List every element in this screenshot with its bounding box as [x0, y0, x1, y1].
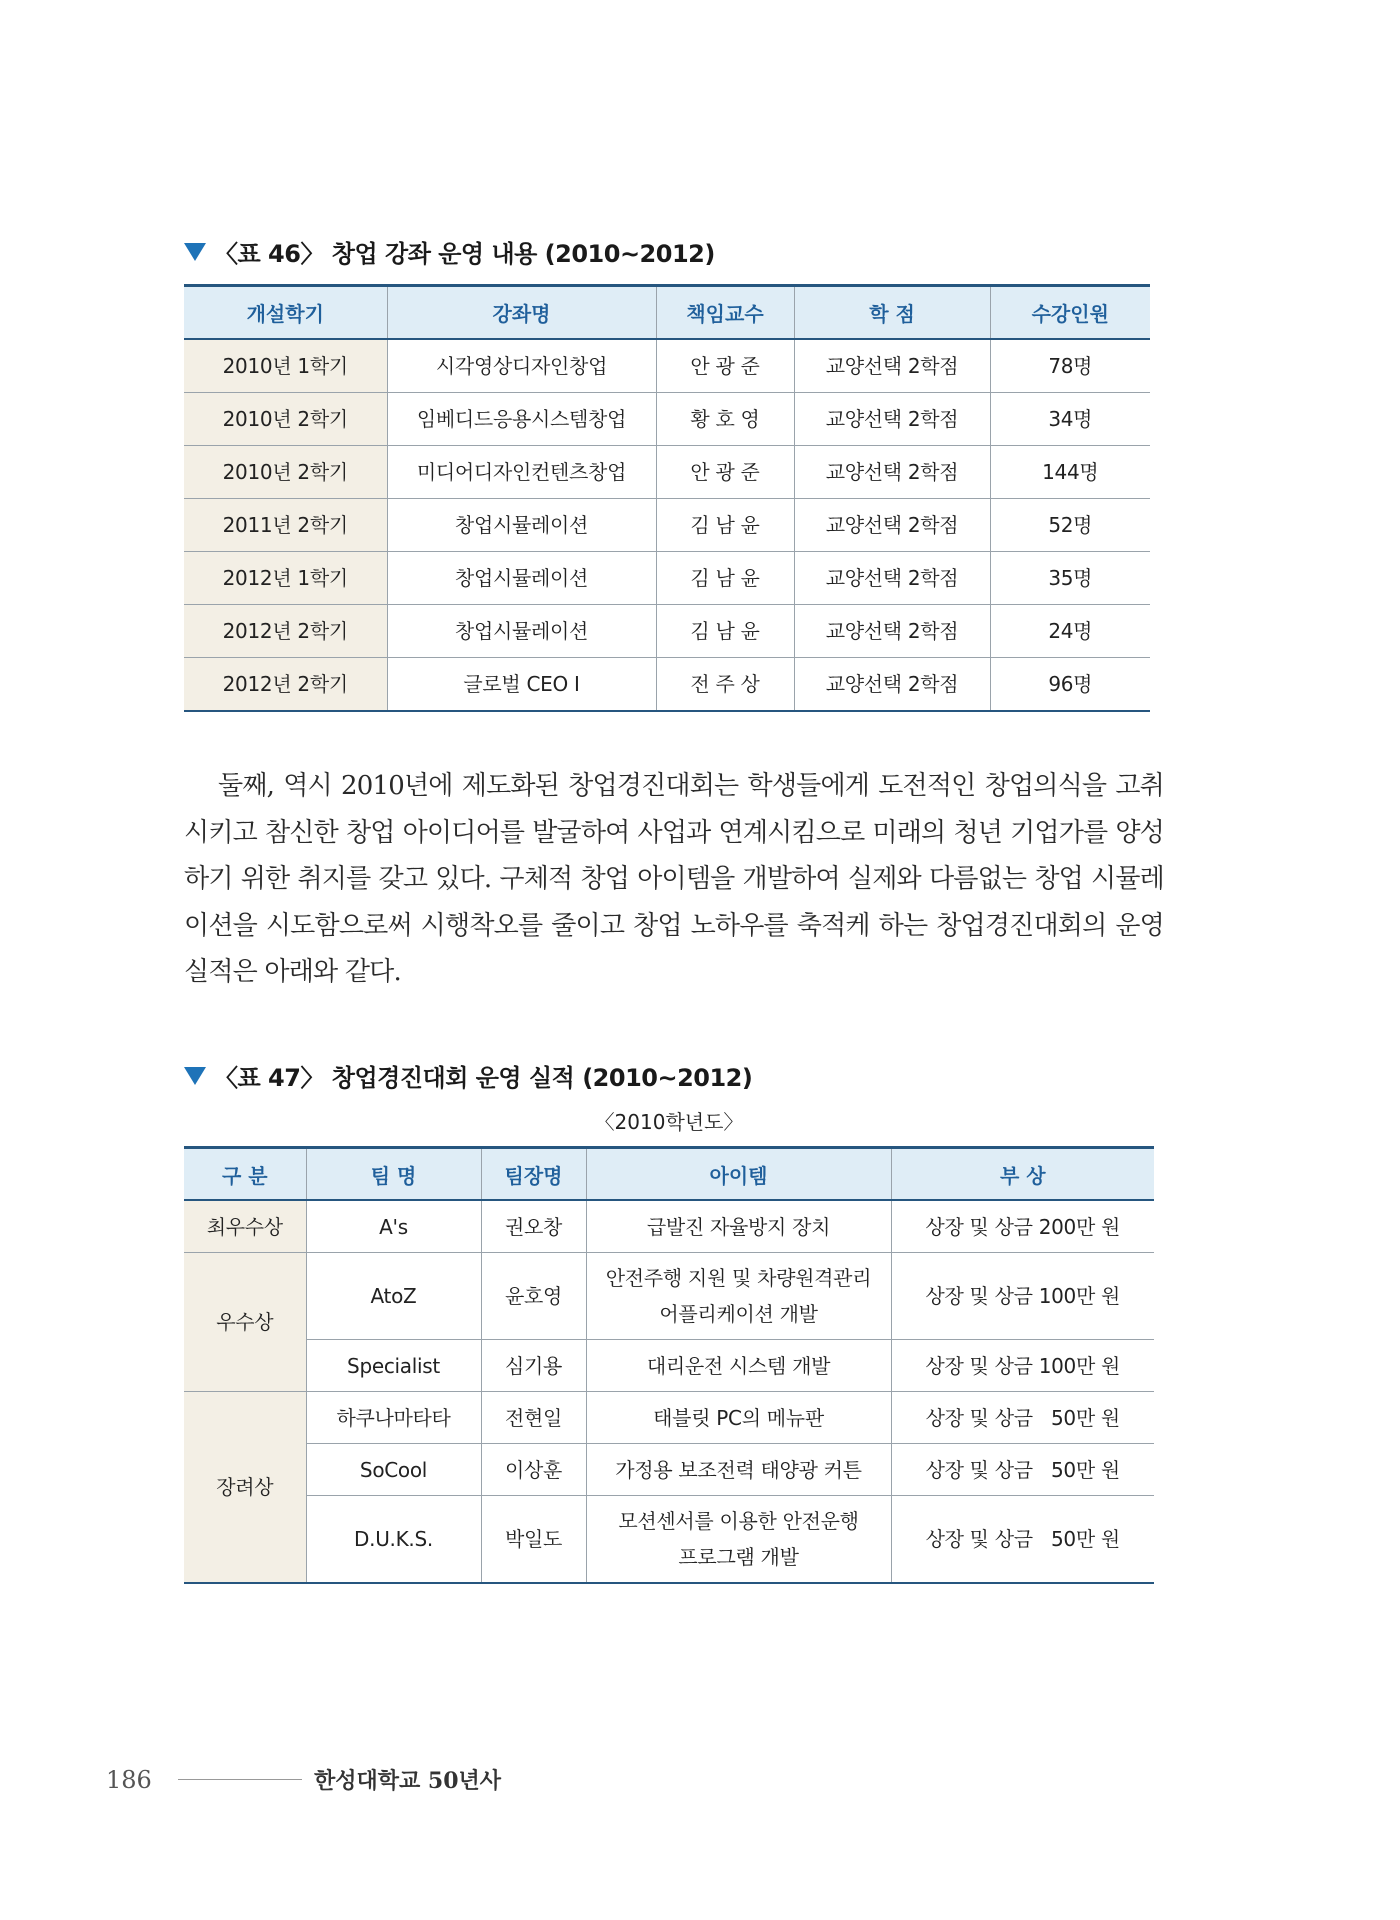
- table-row: [184, 1340, 1154, 1392]
- cell-credit: 교양선택 2학점: [794, 605, 990, 658]
- cell-enrollment: 144명: [990, 446, 1150, 499]
- cell-prize: 상장 및 상금 100만 원: [891, 1340, 1154, 1392]
- cell-enrollment: 24명: [990, 605, 1150, 658]
- cell-credit: 교양선택 2학점: [794, 499, 990, 552]
- cell-award-excellence: 우수상: [184, 1253, 306, 1392]
- header-credit: 학 점: [794, 286, 990, 340]
- cell-item: [586, 1253, 891, 1340]
- cell-professor: 전 주 상: [656, 658, 794, 712]
- cell-team: 하쿠나마타타: [306, 1392, 481, 1444]
- cell-prize: 상장 및 상금 50만 원: [891, 1392, 1154, 1444]
- cell-prize: 상장 및 상금 50만 원: [891, 1444, 1154, 1496]
- cell-leader: 심기용: [481, 1340, 586, 1392]
- page-footer: [106, 1764, 501, 1795]
- cell-team: SoCool: [306, 1444, 481, 1496]
- table46-caption: [184, 234, 715, 269]
- item-line: 안전주행 지원 및 차량원격관리: [605, 1266, 872, 1290]
- cell-credit: 교양선택 2학점: [794, 552, 990, 605]
- cell-course: 미디어디자인컨텐츠창업: [387, 446, 656, 499]
- item-line: 프로그램 개발: [678, 1545, 799, 1569]
- cell-leader: 전현일: [481, 1392, 586, 1444]
- cell-semester: 2010년 1학기: [184, 339, 387, 393]
- cell-award-encouragement: 장려상: [184, 1392, 306, 1584]
- header-category: 구 분: [184, 1148, 306, 1201]
- cell-item: 급발진 자율방지 장치: [586, 1200, 891, 1253]
- course-table: [184, 284, 1150, 712]
- table-row: [184, 1444, 1154, 1496]
- cell-course: 창업시뮬레이션: [387, 605, 656, 658]
- triangle-down-icon: [184, 1067, 206, 1085]
- cell-course: 창업시뮬레이션: [387, 552, 656, 605]
- table-row: [184, 552, 1150, 605]
- cell-team: A's: [306, 1200, 481, 1253]
- cell-team: D.U.K.S.: [306, 1496, 481, 1584]
- table-row: [184, 1496, 1154, 1584]
- cell-credit: 교양선택 2학점: [794, 658, 990, 712]
- table-row: [184, 393, 1150, 446]
- cell-semester: 2012년 2학기: [184, 658, 387, 712]
- table-row: [184, 446, 1150, 499]
- cell-award-grand: 최우수상: [184, 1200, 306, 1253]
- header-item: 아이템: [586, 1148, 891, 1201]
- table47-subtitle: 〈2010학년도〉: [594, 1110, 744, 1134]
- footer-divider: [178, 1779, 302, 1780]
- cell-team: AtoZ: [306, 1253, 481, 1340]
- cell-enrollment: 96명: [990, 658, 1150, 712]
- header-semester: 개설학기: [184, 286, 387, 340]
- item-line: 어플리케이션 개발: [659, 1302, 818, 1326]
- cell-prize: 상장 및 상금 200만 원: [891, 1200, 1154, 1253]
- header-professor: 책임교수: [656, 286, 794, 340]
- body-paragraph: 둘째, 역시 2010년에 제도화된 창업경진대회는 학생들에게 도전적인 창업의식을 고취시키고 참신한 창업 아이디어를 발굴하여 사업과 연계시킴으로 미래의 청년 기업가를 양성하기 위한 취지를 갖고 있다. 구체적 창업 아이템을 개발하여 실제와 다름없는 창업 시뮬레이션을 시도함으로써 시행착오를 줄이고 창업 노하우를 축적케 하는 창업경진대회의 운영실적은 아래와 같다.: [184, 771, 1164, 987]
- cell-course: 임베디드응용시스템창업: [387, 393, 656, 446]
- cell-credit: 교양선택 2학점: [794, 393, 990, 446]
- cell-credit: 교양선택 2학점: [794, 446, 990, 499]
- header-prize: 부 상: [891, 1148, 1154, 1201]
- cell-course: 글로벌 CEO I: [387, 658, 656, 712]
- cell-professor: 김 남 윤: [656, 552, 794, 605]
- cell-credit: 교양선택 2학점: [794, 339, 990, 393]
- cell-item: [586, 1496, 891, 1584]
- table47-caption: [184, 1058, 752, 1093]
- cell-enrollment: 78명: [990, 339, 1150, 393]
- cell-enrollment: 35명: [990, 552, 1150, 605]
- cell-enrollment: 52명: [990, 499, 1150, 552]
- header-enrollment: 수강인원: [990, 286, 1150, 340]
- cell-professor: 김 남 윤: [656, 605, 794, 658]
- cell-course: 시각영상디자인창업: [387, 339, 656, 393]
- cell-team: Specialist: [306, 1340, 481, 1392]
- table-row: [184, 499, 1150, 552]
- cell-leader: 윤호영: [481, 1253, 586, 1340]
- cell-item: 가정용 보조전력 태양광 커튼: [586, 1444, 891, 1496]
- book-title: 한성대학교 50년사: [314, 1768, 502, 1794]
- table-row: [184, 658, 1150, 712]
- cell-leader: 권오창: [481, 1200, 586, 1253]
- cell-semester: 2012년 2학기: [184, 605, 387, 658]
- table46-caption-text: 〈표 46〉 창업 강좌 운영 내용 (2010~2012): [214, 240, 715, 268]
- cell-professor: 안 광 준: [656, 446, 794, 499]
- table-row: [184, 1253, 1154, 1340]
- cell-semester: 2011년 2학기: [184, 499, 387, 552]
- header-team: 팀 명: [306, 1148, 481, 1201]
- table-header-row: [184, 1148, 1154, 1201]
- table-row: [184, 339, 1150, 393]
- table-header-row: [184, 286, 1150, 340]
- cell-professor: 황 호 영: [656, 393, 794, 446]
- table-row: [184, 605, 1150, 658]
- page-number: 186: [106, 1765, 152, 1794]
- cell-leader: 박일도: [481, 1496, 586, 1584]
- contest-table: [184, 1146, 1154, 1584]
- table47-caption-text: 〈표 47〉 창업경진대회 운영 실적 (2010~2012): [214, 1064, 753, 1092]
- cell-item: 태블릿 PC의 메뉴판: [586, 1392, 891, 1444]
- table-row: [184, 1200, 1154, 1253]
- cell-course: 창업시뮬레이션: [387, 499, 656, 552]
- cell-semester: 2012년 1학기: [184, 552, 387, 605]
- cell-prize: 상장 및 상금 50만 원: [891, 1496, 1154, 1584]
- triangle-down-icon: [184, 243, 206, 261]
- cell-professor: 안 광 준: [656, 339, 794, 393]
- header-leader: 팀장명: [481, 1148, 586, 1201]
- table-row: [184, 1392, 1154, 1444]
- item-line: 모션센서를 이용한 안전운행: [618, 1509, 859, 1533]
- cell-semester: 2010년 2학기: [184, 393, 387, 446]
- cell-enrollment: 34명: [990, 393, 1150, 446]
- cell-semester: 2010년 2학기: [184, 446, 387, 499]
- cell-leader: 이상훈: [481, 1444, 586, 1496]
- cell-item: 대리운전 시스템 개발: [586, 1340, 891, 1392]
- header-course: 강좌명: [387, 286, 656, 340]
- cell-prize: 상장 및 상금 100만 원: [891, 1253, 1154, 1340]
- cell-professor: 김 남 윤: [656, 499, 794, 552]
